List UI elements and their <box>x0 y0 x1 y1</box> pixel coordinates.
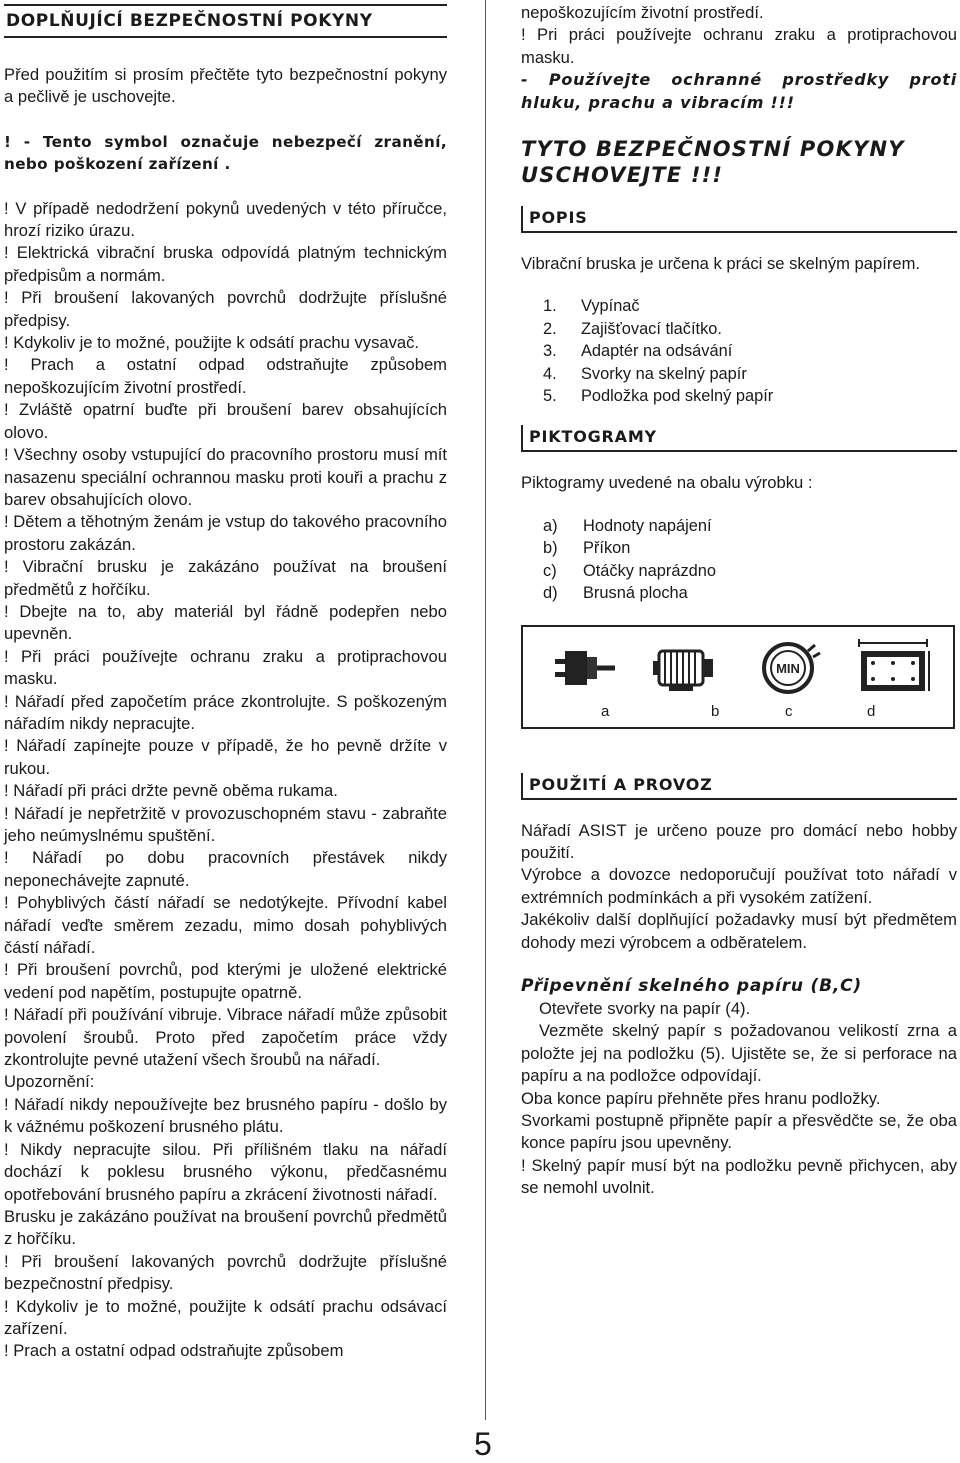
safety-list <box>4 198 447 1363</box>
pictogram-panel <box>521 625 955 729</box>
safety-item: ! Kdykoliv je to možné, použijte k odsátí prachu vysavač. <box>4 333 420 353</box>
safety-item: ! Všechny osoby vstupující do pracovního prostoru musí mít nasazenu speciální ochrannou masku proti kouři a prachu z barev obsahujících olovo. <box>4 445 447 509</box>
continuation-text: nepoškozujícím životní prostředí. <box>521 3 764 22</box>
safety-item: ! Nářadí je nepřetržitě v provozuschopném stavu - zabraňte jeho neúmyslnému spuštění. <box>4 803 447 845</box>
safety-item: ! Elektrická vibrační bruska odpovídá platným technickým předpisům a normám. <box>4 243 447 285</box>
list-item: a) Hodnoty napájení <box>543 516 712 535</box>
safety-item: ! Prach a ostatní odpad odstraňujte způsobem nepoškozujícím životní prostředí. <box>4 355 447 397</box>
list-item: 2. Zajišťovací tlačítko. <box>543 319 722 338</box>
attach-step: Oba konce papíru přehněte přes hranu podložky. <box>521 1088 881 1108</box>
motor-icon <box>651 637 717 699</box>
safety-item: ! Nářadí při práci držte pevně oběma rukama. <box>4 781 338 801</box>
page-number: 5 <box>474 1426 492 1462</box>
left-column <box>4 4 447 1363</box>
safety-item: ! Při broušení lakovaných povrchů dodržujte příslušné předpisy. <box>4 288 447 330</box>
safety-item: Brusku je zakázáno používat na broušení povrchů předmětů z hořčíku. <box>4 1206 447 1249</box>
safety-item: ! Při broušení lakovaných povrchů dodržujte příslušné bezpečnostní předpisy. <box>4 1251 447 1294</box>
plug-icon <box>551 637 617 699</box>
safety-item: ! Nářadí nikdy nepoužívejte bez brusného papíru - došlo by k vážnému poškození brusného plátu. <box>4 1094 447 1137</box>
popis-heading: POPIS <box>521 206 957 233</box>
parts-list <box>521 295 957 407</box>
attach-step: Svorkami postupně připněte papír a přesvědčte se, že oba konce papíru jsou upevněny. <box>521 1110 957 1153</box>
mask-item: ! Pri práci používejte ochranu zraku a protiprachovou masku. <box>521 25 957 67</box>
pouziti-heading: POUŽITÍ A PROVOZ <box>521 773 957 800</box>
safety-item: ! Vibrační brusku je zakázáno používat na broušení předmětů z hořčíku. <box>4 557 447 599</box>
pictogram-label: d <box>867 702 876 720</box>
safety-item: ! Nářadí zapínejte pouze v případě, že ho pevně držíte v rukou. <box>4 736 447 778</box>
safety-item: ! Dbejte na to, aby materiál byl řádně podepřen nebo upevněn. <box>4 601 447 644</box>
safety-item: ! V případě nedodržení pokynů uvedených v této příručce, hrozí riziko úrazu. <box>4 198 447 241</box>
popis-text: Vibrační bruska je určena k práci se skelným papírem. <box>521 254 921 274</box>
safety-item: ! Nářadí při používání vibruje. Vibrace nářadí může způsobit povolení šroubů. Proto před započetím práce vždy zkontrolujte pevné utažení všech šroubů na nářadí. <box>4 1005 447 1070</box>
symbol-note: ! - Tento symbol označuje nebezpečí zranění, nebo poškození zařízení . <box>4 132 447 174</box>
safety-item: ! Nářadí po dobu pracovních přestávek nikdy neponechávejte zapnuté. <box>4 848 447 890</box>
pictogram-label: a <box>601 702 610 720</box>
safety-item: ! Prach a ostatní odpad odstraňujte způsobem <box>4 1341 344 1361</box>
list-item: 4. Svorky na skelný papír <box>543 364 747 383</box>
keep-instructions-title: TYTO BEZPEČNOSTNÍ POKYNY USCHOVEJTE !!! <box>521 137 905 188</box>
speed-min-icon <box>755 637 821 699</box>
attach-step: ! Skelný papír musí být na podložku pevně přichycen, aby se nemohl uvolnit. <box>521 1155 957 1198</box>
safety-item: ! Kdykoliv je to možné, použijte k odsátí prachu odsávací zařízení. <box>4 1296 447 1338</box>
protection-note: - Používejte ochranné prostředky proti hluku, prachu a vibracím !!! <box>521 70 957 112</box>
safety-item: ! Dětem a těhotným ženám je vstup do takového pracovního prostoru zakázán. <box>4 512 447 554</box>
piktogramy-heading: PIKTOGRAMY <box>521 425 957 452</box>
safety-item: ! Pohyblivých částí nářadí se nedotýkejte. Přívodní kabel nářadí veďte směrem zezadu, mimo dosah pohyblivých částí nářadí. <box>4 893 447 958</box>
piktogramy-text: Piktogramy uvedené na obalu výrobku : <box>521 473 813 493</box>
safety-item: ! Nikdy nepracujte silou. Při přílišném tlaku na nářadí dochází k poklesu brusného výkonu, předčasnému opotřebování brusného papíru a zkrácení životnosti nářadí. <box>4 1139 447 1204</box>
usage-text: Výrobce a dovozce nedoporučují používat toto nářadí v extrémních podmínkách a při vysokém zatížení. <box>521 865 957 907</box>
list-item: c) Otáčky naprázdno <box>543 561 717 580</box>
list-item: b) Příkon <box>543 539 631 558</box>
safety-item: ! Při broušení povrchů, pod kterými je uložené elektrické vedení pod napětím, postupujte opatrně. <box>4 960 447 1002</box>
column-divider <box>485 0 486 1420</box>
warning-label: Upozornění: <box>4 1072 95 1092</box>
list-item: 3. Adaptér na odsávání <box>543 342 733 361</box>
safety-item: ! Nářadí před započetím práce zkontrolujte. S poškozeným nářadím nikdy nepracujte. <box>4 691 447 733</box>
attach-step: Otevřete svorky na papír (4). <box>539 998 751 1018</box>
safety-item: ! Při práci používejte ochranu zraku a protiprachovou masku. <box>4 646 447 689</box>
speed-min-label: MIN <box>776 660 800 676</box>
list-item: 5. Podložka pod skelný papír <box>543 387 774 406</box>
pictogram-list <box>521 515 957 605</box>
attach-step: Vezměte skelný papír s požadovanou velikostí zrna a položte jej na podložku (5). Ujistěte se, že si perforace na papíru a na podložce odpovídají. <box>521 1021 957 1086</box>
safety-item: ! Zvláště opatrní buďte při broušení barev obsahujících olovo. <box>4 400 447 442</box>
pictogram-label: c <box>785 702 793 720</box>
pictogram-label: b <box>711 702 720 720</box>
safety-heading: DOPLŇUJÍCÍ BEZPEČNOSTNÍ POKYNY <box>4 4 447 38</box>
attach-paper-heading: Připevnění skelného papíru (B,C) <box>521 975 862 996</box>
usage-text: Nářadí ASIST je určeno pouze pro domácí nebo hobby použití. <box>521 820 957 862</box>
right-column <box>521 2 957 1200</box>
list-item: d) Brusná plocha <box>543 584 688 603</box>
intro-text: Před použitím si prosím přečtěte tyto bezpečnostní pokyny a pečlivě je uschovejte. <box>4 65 447 107</box>
usage-text: Jakékoliv další doplňující požadavky musí být předmětem dohody mezi výrobcem a odběratelem. <box>521 910 957 952</box>
sanding-area-icon <box>853 637 933 699</box>
list-item: 1. Vypínač <box>543 297 640 316</box>
